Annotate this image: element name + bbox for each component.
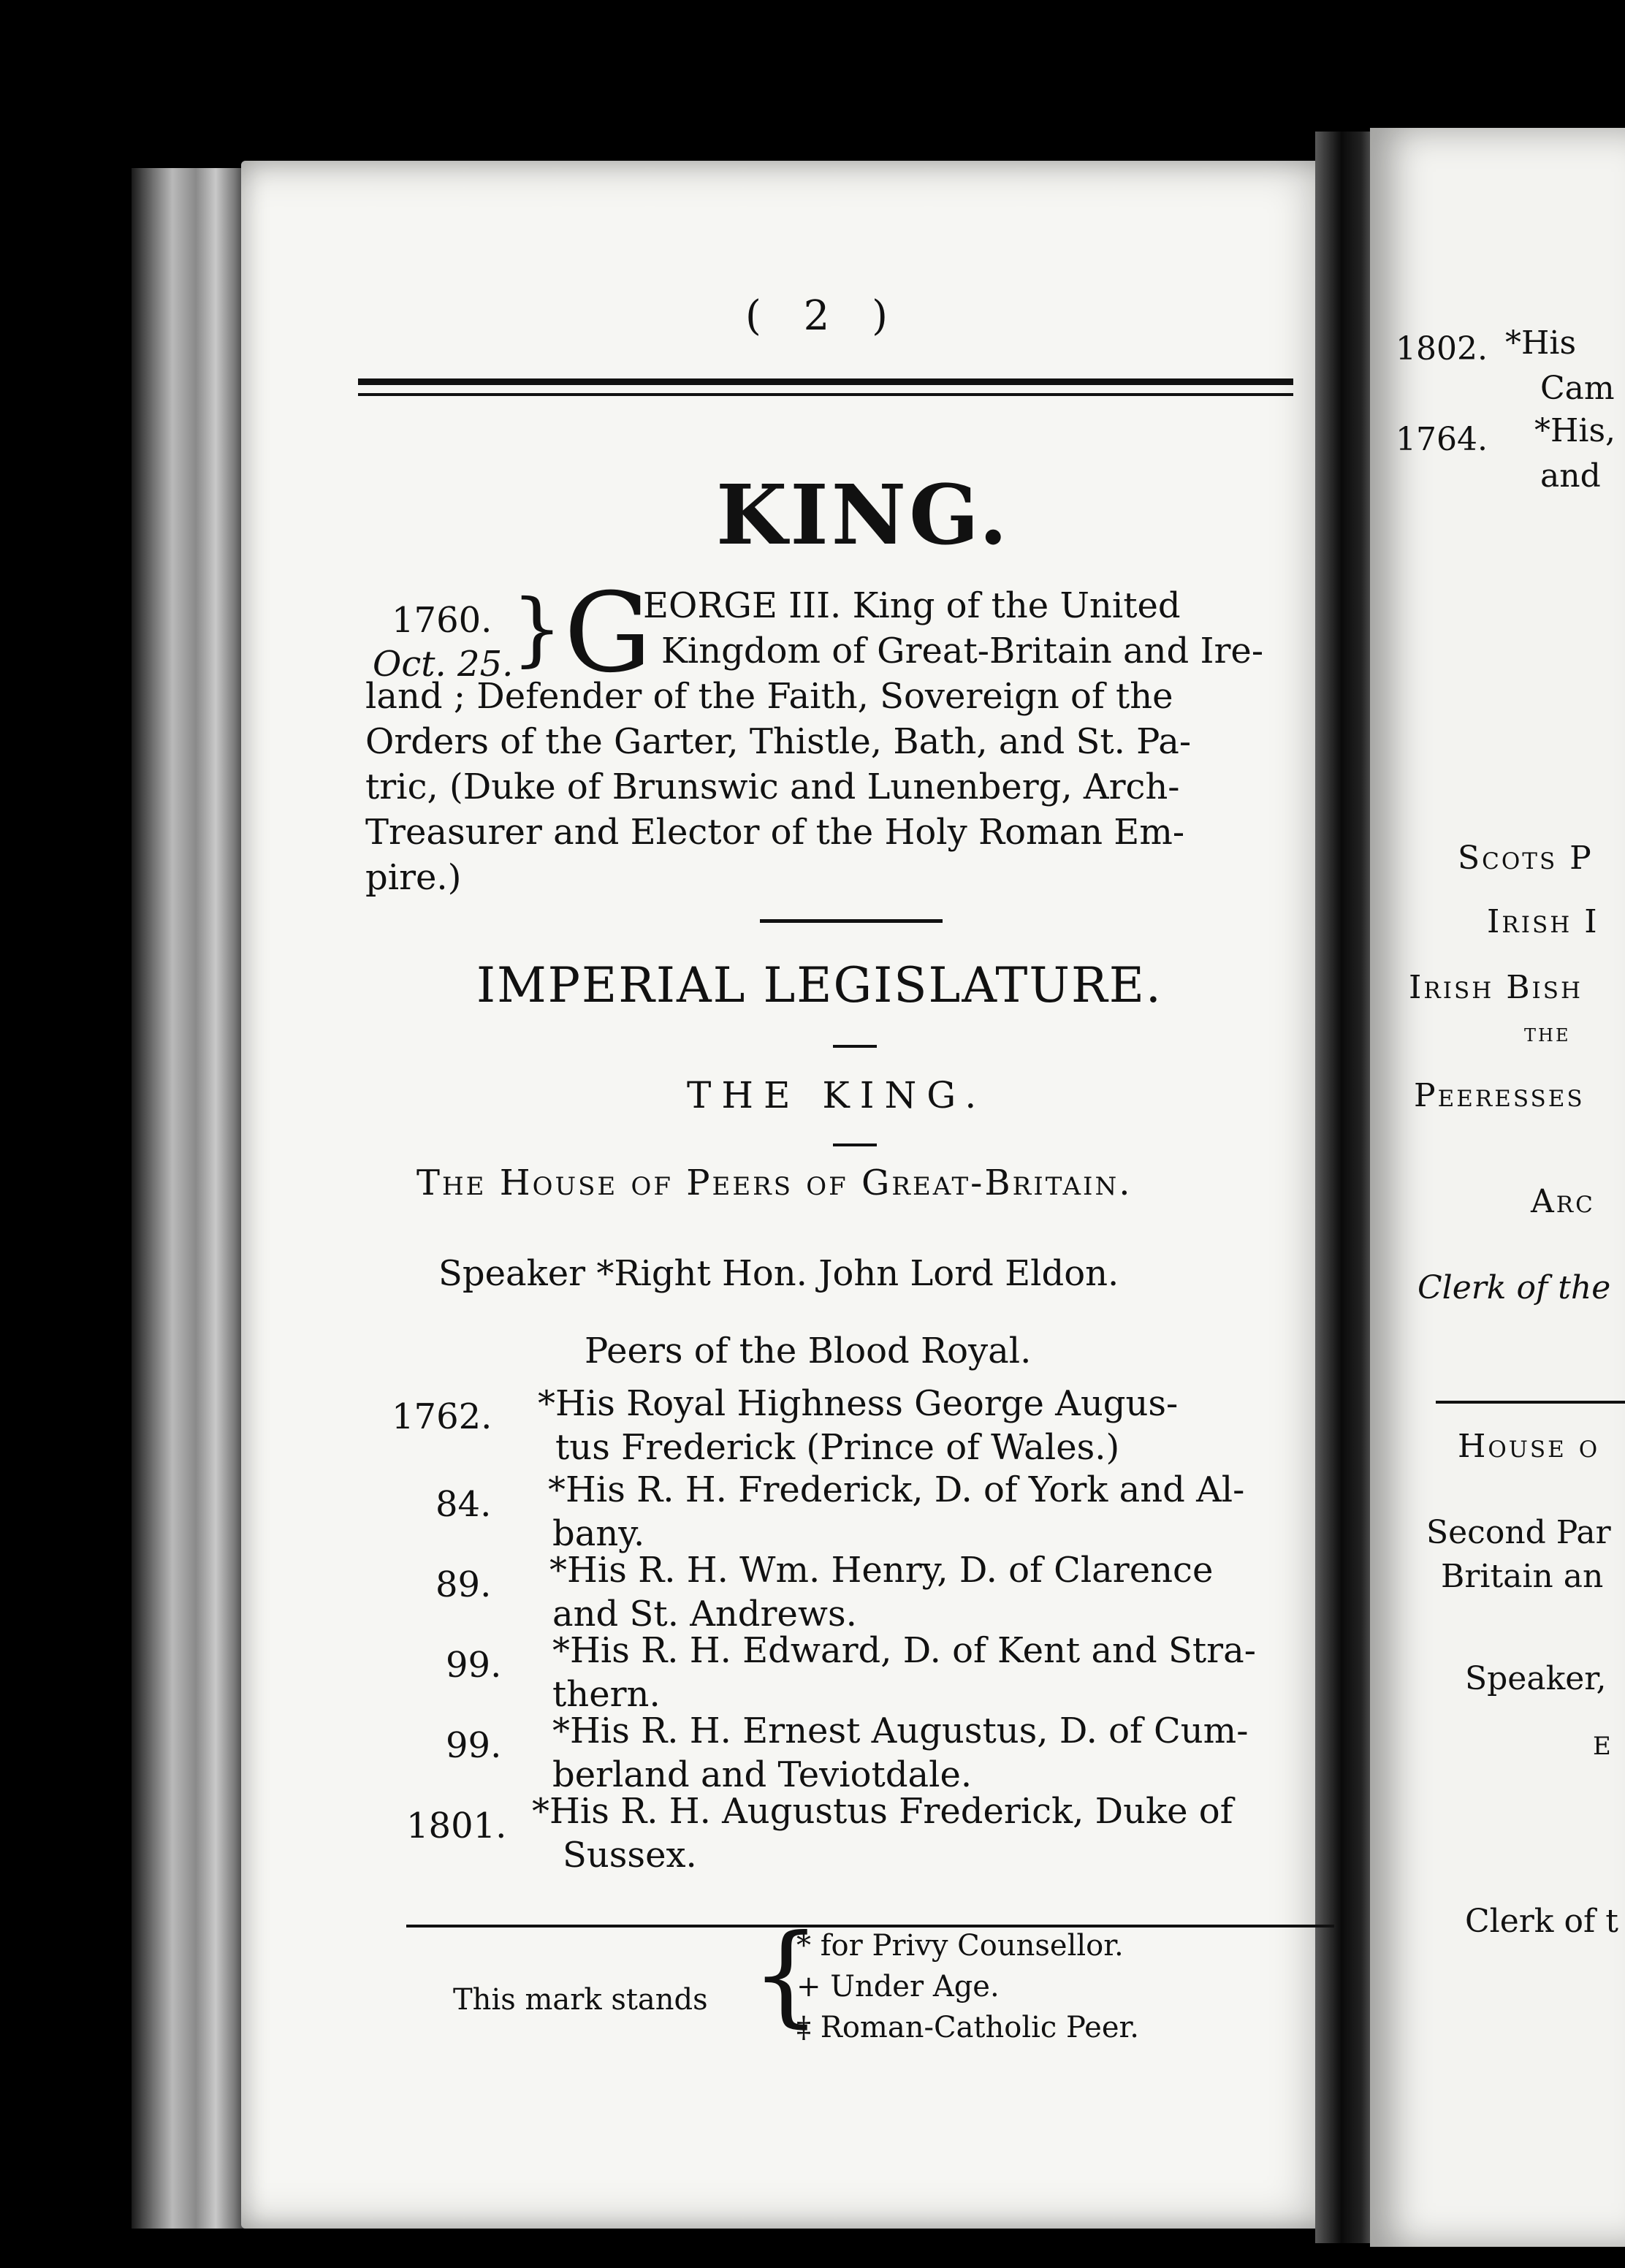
peer-year: 84. — [435, 1484, 492, 1525]
king-heading: KING. — [716, 468, 1011, 563]
right-heading: Clerk of the — [1417, 1269, 1611, 1306]
right-lower-line: Clerk of t — [1465, 1903, 1618, 1940]
house-of-peers: The House of Peers of Great-Britain. — [416, 1162, 1133, 1203]
king-year: 1760. — [392, 600, 492, 641]
legislature-heading: IMPERIAL LEGISLATURE. — [476, 957, 1162, 1013]
peer-year: 1762. — [392, 1396, 492, 1437]
double-rule-top — [358, 378, 1293, 385]
footnote-item: + Under Age. — [796, 1970, 1000, 2003]
right-heading: the — [1524, 1019, 1571, 1048]
peer-line: thern. — [552, 1674, 661, 1715]
right-lower-line: Second Par — [1426, 1514, 1611, 1551]
right-line: Cam — [1540, 370, 1615, 407]
speaker-line: Speaker *Right Hon. John Lord Eldon. — [438, 1253, 1119, 1294]
peer-line: *His R. H. Augustus Frederick, Duke of — [532, 1791, 1233, 1832]
peer-line: and St. Andrews. — [552, 1594, 857, 1635]
king-line-2: Kingdom of Great-Britain and Ire- — [661, 631, 1264, 671]
book-edge — [132, 168, 248, 2229]
right-rule — [1436, 1401, 1625, 1404]
section-divider — [760, 919, 943, 923]
right-heading: Scots P — [1458, 840, 1594, 877]
peer-line: *His R. H. Ernest Augustus, D. of Cum- — [552, 1710, 1249, 1751]
right-year: 1802. — [1396, 330, 1488, 368]
right-heading: Arc — [1531, 1183, 1595, 1220]
king-line-1: EORGE III. King of the United — [643, 585, 1181, 626]
peer-year: 1801. — [406, 1805, 507, 1846]
the-king-heading: THE KING. — [687, 1074, 987, 1116]
king-line-5: tric, (Duke of Brunswic and Lunenberg, Arch- — [365, 766, 1180, 807]
peer-line: *His R. H. Frederick, D. of York and Al- — [548, 1469, 1245, 1510]
footnote-label: This mark stands — [453, 1983, 708, 2017]
right-heading: Irish Bish — [1409, 969, 1583, 1006]
king-line-6: Treasurer and Elector of the Holy Roman Em- — [365, 812, 1185, 853]
right-lower-line: Britain an — [1441, 1558, 1604, 1595]
footnote-item: * for Privy Counsellor. — [796, 1929, 1124, 1963]
peer-line: bany. — [552, 1513, 645, 1554]
peer-line: tus Frederick (Prince of Wales.) — [555, 1427, 1120, 1468]
peer-line: berland and Teviotdale. — [552, 1754, 973, 1795]
right-line: and — [1540, 457, 1601, 495]
right-line: *His — [1505, 324, 1577, 362]
right-heading: Peeresses — [1414, 1077, 1585, 1114]
right-line: *His, — [1534, 412, 1616, 449]
footnote-brace: { — [751, 1911, 821, 2039]
date-brace: } — [511, 582, 563, 675]
king-line-3: land ; Defender of the Faith, Sovereign of the — [365, 676, 1173, 717]
right-lower-line: House o — [1458, 1428, 1600, 1465]
king-date: Oct. 25. — [373, 644, 514, 685]
peer-line: *His Royal Highness George Augus- — [538, 1383, 1179, 1424]
small-divider-1 — [833, 1045, 877, 1048]
right-heading: Irish I — [1487, 903, 1599, 940]
right-year: 1764. — [1396, 421, 1488, 458]
drop-cap: G — [564, 570, 652, 697]
page-number: ( 2 ) — [745, 292, 902, 340]
right-lower-line: Speaker, — [1465, 1660, 1607, 1697]
king-line-7: pire.) — [365, 857, 462, 898]
peer-line: *His R. H. Edward, D. of Kent and Stra- — [552, 1630, 1256, 1671]
peer-year: 99. — [446, 1645, 502, 1686]
small-divider-2 — [833, 1143, 877, 1146]
peer-year: 99. — [446, 1725, 502, 1766]
footnote-rule — [406, 1925, 1334, 1928]
peer-line: *His R. H. Wm. Henry, D. of Clarence — [549, 1550, 1214, 1591]
footnote-item: ‡ Roman-Catholic Peer. — [796, 2011, 1139, 2044]
double-rule-bottom — [358, 393, 1293, 396]
blood-royal-heading: Peers of the Blood Royal. — [585, 1331, 1032, 1371]
king-line-4: Orders of the Garter, Thistle, Bath, and St. Pa- — [365, 721, 1192, 762]
peer-line: Sussex. — [563, 1835, 697, 1876]
peer-year: 89. — [435, 1564, 492, 1605]
right-lower-line: E — [1593, 1732, 1613, 1761]
